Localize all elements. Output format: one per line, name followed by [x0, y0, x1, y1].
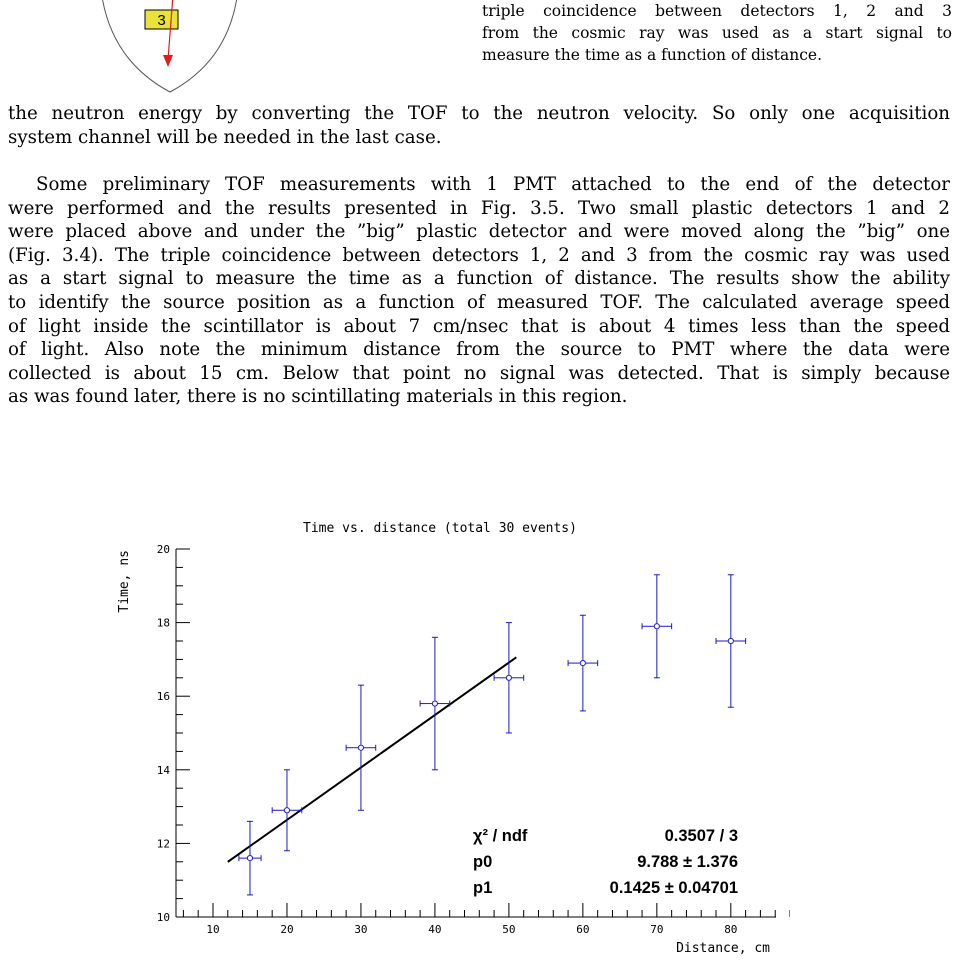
y-tick-label: 14: [156, 763, 170, 777]
data-point: [568, 615, 598, 711]
y-tick-label: 12: [156, 837, 170, 851]
point-marker: [506, 675, 511, 680]
time-vs-distance-chart: [110, 512, 790, 957]
stat-value-chi2: 0.3507 / 3: [664, 827, 738, 845]
data-marks: [228, 575, 746, 895]
text-line: collected is about 15 cm. Below that point no signal was detected. That is simply because: [8, 362, 950, 384]
point-marker: [247, 856, 252, 861]
point-marker: [580, 660, 585, 665]
data-point: [420, 637, 450, 769]
x-tick-label: 50: [502, 923, 516, 936]
data-point: [346, 685, 376, 810]
fit-stats-box: [473, 827, 738, 897]
chart-title: Time vs. distance (total 30 events): [303, 521, 577, 536]
cosmic-ray-arrowhead: [163, 55, 173, 67]
stat-value-p0: 9.788 ± 1.376: [637, 853, 738, 871]
stat-label-p0: p0: [473, 853, 493, 871]
x-tick-label: 20: [280, 923, 294, 936]
cosmic-ray-arrow-line: [168, 0, 173, 60]
text-line: (Fig. 3.4). The triple coincidence between detectors 1, 2 and 3 from the cosmic ray was used: [8, 244, 950, 266]
stat-label-chi2: χ² / ndf: [473, 827, 528, 845]
stat-value-p1: 0.1425 ± 0.04701: [609, 879, 738, 897]
text-line: were placed above and under the ”big” plastic detector and were moved along the ”big” one: [8, 221, 950, 243]
text-line: to identify the source position as a function of measured TOF. The calculated average speed: [8, 291, 950, 313]
text-line: of light inside the scintillator is about 7 cm/nsec that is about 4 times less than the speed: [8, 315, 950, 337]
stat-label-p1: p1: [473, 879, 493, 897]
data-point: [642, 575, 672, 678]
x-tick-label: 10: [206, 923, 220, 936]
caption-line: measure the time as a function of distance.: [482, 46, 823, 64]
paragraph-1: [8, 102, 950, 149]
y-tick-label: 18: [156, 616, 170, 630]
text-line: of light. Also note the minimum distance from the source to PMT where the data were: [8, 339, 950, 361]
text-line: as a start signal to measure the time as a function of distance. The results show the ability: [8, 268, 950, 290]
point-marker: [728, 638, 733, 643]
y-tick-label: 16: [156, 690, 170, 704]
x-tick-label: 70: [650, 923, 664, 936]
text-line: system channel will be needed in the last case.: [8, 126, 442, 148]
point-marker: [432, 701, 437, 706]
text-line: the neutron energy by converting the TOF to the neutron velocity. So only one acquisition: [8, 103, 950, 124]
point-marker: [358, 745, 363, 750]
data-point: [716, 575, 746, 707]
y-tick-label: 20: [156, 543, 170, 556]
data-point: [494, 623, 524, 733]
data-point: [239, 821, 261, 895]
point-marker: [654, 624, 659, 629]
axes: [157, 543, 790, 936]
text-line: Some preliminary TOF measurements with 1 PMT attached to the end of the detector: [36, 174, 950, 195]
caption-line: triple coincidence between detectors 1, 2 and 3: [482, 2, 952, 20]
y-tick-label: 10: [156, 911, 170, 924]
x-tick-label: 30: [354, 923, 368, 936]
x-tick-label: 60: [576, 923, 590, 936]
caption-line: from the cosmic ray was used as a start signal to: [482, 24, 952, 42]
x-tick-label: 80: [724, 923, 738, 936]
y-axis-label: Time, ns: [117, 550, 132, 613]
text-line: as was found later, there is no scintillating materials in this region.: [8, 386, 628, 408]
point-marker: [284, 808, 289, 813]
figure-caption: [482, 0, 952, 66]
detector-3-badge-label: 3: [157, 12, 166, 29]
data-point: [272, 770, 302, 851]
text-line: were performed and the results presented in Fig. 3.5. Two small plastic detectors 1 and 2: [8, 197, 950, 219]
x-axis-label: Distance, cm: [676, 941, 770, 956]
paragraph-2: [8, 173, 950, 409]
x-tick-label: 40: [428, 923, 442, 936]
